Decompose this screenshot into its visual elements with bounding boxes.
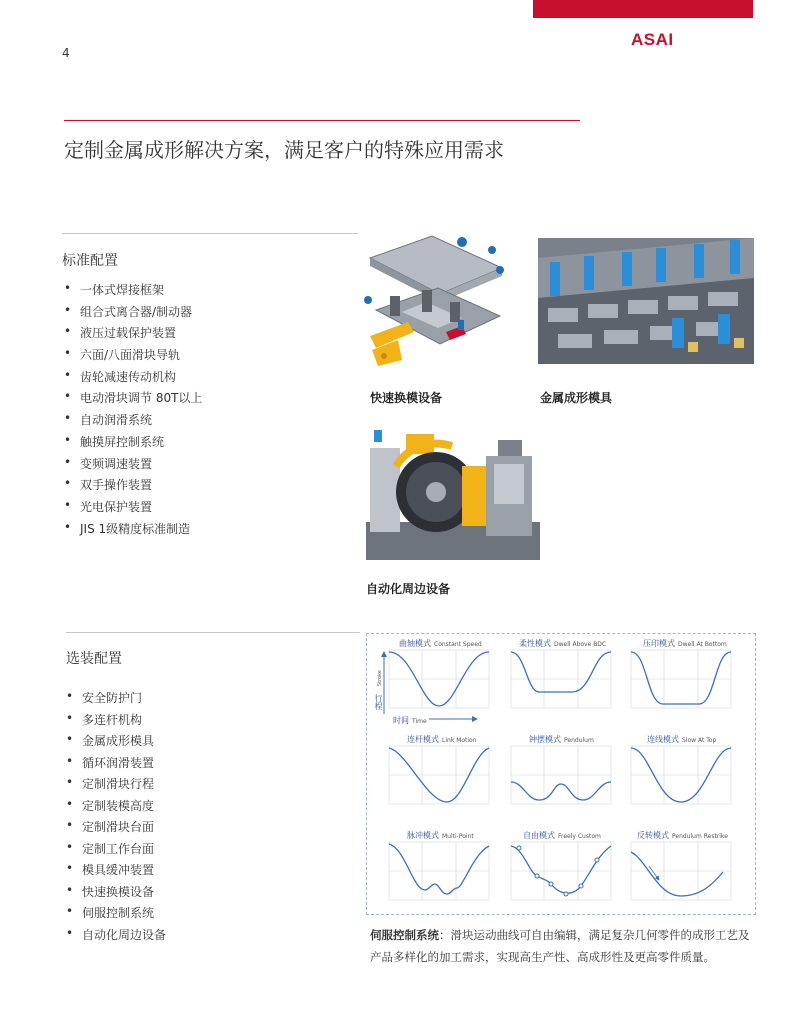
page-number: 4	[62, 46, 70, 60]
title-rule	[64, 120, 580, 121]
quick-die-change-image	[362, 228, 510, 368]
mode-title: 压印模式 Dwell At Bottom	[643, 639, 727, 648]
metal-forming-die-image	[538, 238, 754, 364]
motion-curves-graphics	[367, 634, 755, 914]
mode-title: 曲轴模式 Constant Speed	[399, 639, 482, 648]
axis-x-label: 时间 Time	[393, 716, 427, 725]
page-title: 定制金属成形解决方案，满足客户的特殊应用需求	[64, 138, 504, 162]
mode-title: 脉冲模式 Multi-Point	[407, 831, 474, 840]
mode-title: 柔性模式 Dwell Above BDC	[519, 639, 607, 648]
axis-y-label-en: Stroke	[377, 670, 383, 686]
automation-equipment-caption: 自动化周边设备	[366, 582, 451, 596]
mode-title: 自由模式 Freely Custom	[523, 831, 601, 840]
quick-die-change-caption: 快速换模设备	[370, 391, 443, 405]
motion-curves-panel	[366, 633, 756, 915]
servo-description	[370, 924, 755, 968]
optional-heading: 选装配置	[66, 651, 122, 667]
mode-title: 连杆模式 Link Motion	[407, 735, 477, 744]
brand-logo: ASAI	[631, 30, 674, 49]
standard-heading: 标准配置	[62, 253, 118, 269]
servo-label: 伺服控制系统	[370, 928, 439, 942]
mode-title: 连线模式 Slow At Top	[647, 735, 717, 744]
mode-title: 反转模式 Pendulum Restrike	[637, 831, 728, 840]
servo-text: ：滑块运动曲线可自由编辑，满足复杂几何零件的成形工艺及产品多样化的加工需求，实现高生产性、高成形性及更高零件质量。	[370, 928, 750, 964]
brand-color-bar	[533, 0, 753, 18]
metal-forming-die-caption: 金属成形模具	[540, 391, 613, 405]
automation-equipment-image	[366, 426, 540, 560]
section-rule-optional	[66, 632, 360, 633]
mode-title: 钟摆模式 Pendulum	[529, 735, 594, 744]
axis-y-label-cn: 行程	[374, 694, 383, 710]
section-rule-standard	[62, 233, 358, 234]
